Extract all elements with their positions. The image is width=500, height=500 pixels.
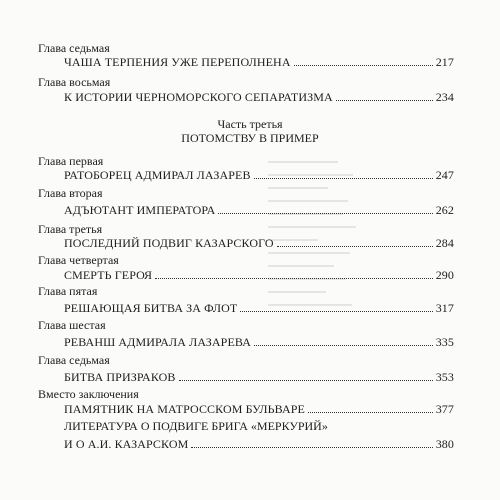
entry-title: И О А.И. КАЗАРСКОМ	[64, 437, 189, 451]
entry-title: К ИСТОРИИ ЧЕРНОМОРСКОГО СЕПАРАТИЗМА	[64, 90, 333, 104]
leader-dots	[240, 301, 432, 312]
chapter-label: Глава третья	[38, 222, 103, 236]
entry-page: 217	[435, 55, 454, 69]
toc-entry	[64, 301, 454, 315]
entry-title: РЕШАЮЩАЯ БИТВА ЗА ФЛОТ	[64, 301, 238, 315]
literature-title-line1: ЛИТЕРАТУРА О ПОДВИГЕ БРИГА «МЕРКУРИЙ»	[64, 419, 328, 433]
entry-title: ПОСЛЕДНИЙ ПОДВИГ КАЗАРСКОГО	[64, 236, 274, 250]
chapter-label: Глава четвертая	[38, 253, 119, 267]
chapter-label: Глава первая	[38, 154, 104, 168]
part-title: ПОТОМСТВУ В ПРИМЕР	[181, 131, 319, 145]
entry-page: 290	[435, 268, 454, 282]
entry-page: 335	[435, 335, 454, 349]
leader-dots	[336, 90, 433, 101]
entry-page: 247	[435, 168, 454, 182]
toc-entry	[64, 236, 454, 250]
entry-page: 234	[435, 90, 454, 104]
toc-entry	[64, 335, 454, 349]
chapter-label: Вместо заключения	[38, 387, 139, 401]
toc-entry	[64, 203, 454, 217]
leader-dots	[218, 203, 432, 214]
toc-entry	[64, 402, 454, 416]
entry-page: 377	[435, 402, 454, 416]
chapter-label: Глава восьмая	[38, 75, 111, 89]
leader-dots	[254, 168, 433, 179]
entry-page: 284	[435, 236, 454, 250]
leader-dots	[254, 335, 433, 346]
chapter-label: Глава вторая	[38, 186, 103, 200]
entry-title: РЕВАНШ АДМИРАЛА ЛАЗАРЕВА	[64, 335, 251, 349]
chapter-label: Глава пятая	[38, 284, 98, 298]
entry-title: БИТВА ПРИЗРАКОВ	[64, 370, 176, 384]
part-label: Часть третья	[217, 117, 283, 131]
toc-entry	[64, 268, 454, 282]
entry-title: ЧАША ТЕРПЕНИЯ УЖЕ ПЕРЕПОЛНЕНА	[64, 55, 291, 69]
entry-page: 353	[435, 370, 454, 384]
toc-entry	[64, 90, 454, 104]
entry-page: 262	[435, 203, 454, 217]
entry-title: РАТОБОРЕЦ АДМИРАЛ ЛАЗАРЕВ	[64, 168, 251, 182]
toc-entry	[64, 370, 454, 384]
entry-title: ПАМЯТНИК НА МАТРОССКОМ БУЛЬВАРЕ	[64, 402, 305, 416]
toc-entry	[64, 168, 454, 182]
entry-page: 380	[435, 437, 454, 451]
chapter-label: Глава седьмая	[38, 41, 110, 55]
entry-page: 317	[435, 301, 454, 315]
chapter-label: Глава шестая	[38, 318, 106, 332]
leader-dots	[179, 370, 433, 381]
toc-entry-literature	[64, 437, 454, 451]
leader-dots	[308, 402, 433, 413]
toc-entry	[64, 55, 454, 69]
chapter-label: Глава седьмая	[38, 353, 110, 367]
leader-dots	[155, 268, 433, 279]
entry-title: АДЪЮТАНТ ИМПЕРАТОРА	[64, 203, 216, 217]
leader-dots	[294, 55, 433, 66]
entry-title: СМЕРТЬ ГЕРОЯ	[64, 268, 153, 282]
leader-dots	[191, 437, 432, 448]
leader-dots	[277, 236, 433, 247]
